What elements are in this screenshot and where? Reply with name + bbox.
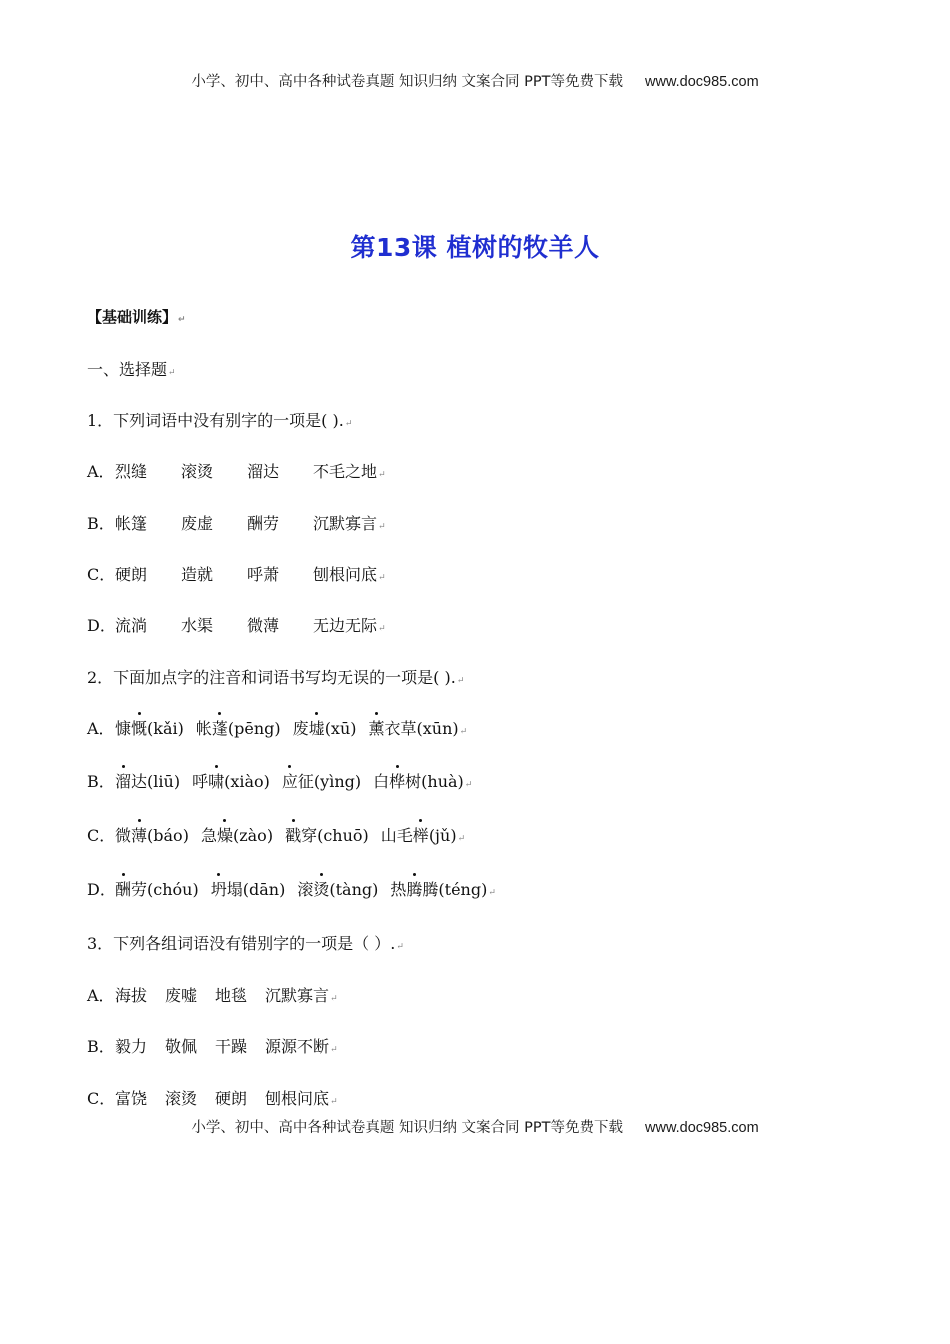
text-segment: (zào) — [232, 826, 274, 845]
option-item — [369, 719, 459, 738]
text-segment: 滚 — [297, 880, 314, 899]
text-segment: C． — [87, 565, 116, 584]
text-segment: 腾 — [422, 880, 439, 899]
option-item — [115, 826, 189, 845]
text-segment: 滚烫 — [181, 462, 214, 481]
text-segment: 废虚 — [181, 514, 214, 533]
option-item — [192, 772, 270, 791]
text-segment: 海拔 — [115, 986, 148, 1005]
option-item — [285, 826, 369, 845]
text-segment: 不毛之地 — [313, 462, 378, 481]
question-3-option-b[interactable]: B．毅力 敬佩 干躁 源源不断↵ — [87, 1034, 338, 1057]
text-segment: 敬佩 — [165, 1037, 198, 1056]
text-segment: 毅力 — [115, 1037, 148, 1056]
question-1-option-a[interactable]: A．烈缝 滚烫 溜达 不毛之地↵ — [87, 459, 386, 482]
header-text: 小学、初中、高中各种试卷真题 知识归纳 文案合同 PPT等免费下载 — [191, 74, 624, 90]
text-segment: 富饶 — [115, 1089, 148, 1108]
question-1-option-b[interactable]: B．帐篷 废虚 酬劳 沉默寡言↵ — [87, 511, 386, 534]
section-heading: 【基础训练】↵ — [87, 308, 186, 326]
text-segment: 硬朗 — [115, 565, 148, 584]
text-segment: (liū) — [147, 772, 181, 791]
text-segment: B． — [87, 772, 115, 791]
text-segment: D． — [87, 880, 116, 899]
option-item — [390, 880, 487, 899]
text-segment: 废嘘 — [165, 986, 198, 1005]
option-item — [381, 826, 457, 845]
text-segment: (báo) — [147, 826, 189, 845]
text-segment: 帐篷 — [115, 514, 148, 533]
question-3-option-c[interactable]: C．富饶 滚烫 硬朗 刨根问底↵ — [87, 1086, 338, 1109]
page-title: 第13课 植树的牧羊人 — [350, 233, 600, 262]
text-segment: 白 — [373, 772, 390, 791]
emphasis-dot-char: 腾 — [406, 877, 422, 900]
question-2-option-a[interactable]: A．慷慨(kǎi) 帐蓬(pēng) 废墟(xū) 薰衣草(xūn)↵ — [87, 716, 467, 739]
emphasis-dot-char: 薄 — [131, 823, 147, 846]
text-segment: A． — [87, 462, 115, 481]
page-header — [0, 70, 950, 91]
text-segment: 流淌 — [115, 616, 148, 635]
emphasis-dot-char: 坍 — [211, 877, 227, 900]
emphasis-dot-char: 烫 — [313, 877, 329, 900]
page-footer — [0, 1116, 950, 1137]
text-segment: 呼 — [192, 772, 209, 791]
text-segment: 烈缝 — [115, 462, 148, 481]
emphasis-dot-char: 薰 — [369, 716, 385, 739]
header-url[interactable]: www.doc985.com — [645, 74, 759, 90]
text-segment: 穿 — [301, 826, 318, 845]
text-segment: 刨根问底 — [313, 565, 378, 584]
text-segment: (yìng) — [313, 772, 362, 791]
text-segment: 酬劳 — [247, 514, 280, 533]
emphasis-dot-char: 啸 — [208, 769, 224, 792]
text-segment: 硬朗 — [215, 1089, 248, 1108]
text-segment: 微薄 — [247, 616, 280, 635]
option-item — [373, 772, 464, 791]
text-segment: A． — [87, 986, 115, 1005]
option-item — [201, 826, 273, 845]
emphasis-dot-char: 慨 — [131, 716, 147, 739]
text-segment: 树 — [405, 772, 422, 791]
option-item — [115, 772, 180, 791]
text-segment: (xiào) — [224, 772, 270, 791]
text-segment: D． — [87, 616, 116, 635]
emphasis-dot-char: 酬 — [115, 877, 131, 900]
text-segment: 废 — [292, 719, 309, 738]
text-segment: C． — [87, 826, 116, 845]
text-segment: 帐 — [195, 719, 212, 738]
emphasis-dot-char: 应 — [282, 769, 298, 792]
option-item — [211, 880, 286, 899]
text-segment: 2．下面加点字的注音和词语书写均无误的一项是( ) — [87, 668, 451, 687]
text-segment: 地毯 — [215, 986, 248, 1005]
emphasis-dot-char: 戳 — [285, 823, 301, 846]
text-segment: 征 — [297, 772, 314, 791]
option-item — [115, 719, 184, 738]
text-segment: 山毛 — [380, 826, 413, 845]
option-item — [297, 880, 378, 899]
text-segment: 慷 — [115, 719, 132, 738]
question-3-stem: 3．下列各组词语没有错别字的一项是（ ）.↵ — [87, 934, 404, 953]
text-segment: (chuō) — [317, 826, 369, 845]
text-segment: 塌 — [226, 880, 243, 899]
text-segment: 衣草 — [384, 719, 417, 738]
text-segment: 3．下列各组词语没有错别字的一项是（ ） — [87, 934, 391, 953]
text-segment: B． — [87, 514, 115, 533]
footer-url[interactable]: www.doc985.com — [645, 1120, 759, 1136]
option-item — [282, 772, 361, 791]
text-segment: (chóu) — [147, 880, 199, 899]
text-segment: 热 — [390, 880, 407, 899]
option-item — [196, 719, 281, 738]
option-item — [115, 880, 199, 899]
text-segment: (téng) — [438, 880, 488, 899]
question-3-option-a[interactable]: A．海拔 废嘘 地毯 沉默寡言↵ — [87, 983, 338, 1006]
question-1-option-d[interactable]: D．流淌 水渠 微薄 无边无际↵ — [87, 613, 386, 636]
text-segment: 1．下列词语中没有别字的一项是( ) — [87, 411, 339, 430]
emphasis-dot-char: 墟 — [309, 716, 325, 739]
text-segment: B． — [87, 1037, 115, 1056]
question-2-option-c[interactable]: C．微薄(báo) 急燥(zào) 戳穿(chuō) 山毛榉(jǔ)↵ — [87, 823, 465, 846]
emphasis-dot-char: 榉 — [413, 823, 429, 846]
text-segment: (dān) — [242, 880, 286, 899]
text-segment: (huà) — [421, 772, 464, 791]
footer-text: 小学、初中、高中各种试卷真题 知识归纳 文案合同 PPT等免费下载 — [191, 1120, 624, 1136]
option-item — [293, 719, 357, 738]
question-2-option-b[interactable]: B．溜达(liū) 呼啸(xiào) 应征(yìng) 白桦树(huà)↵ — [87, 769, 472, 792]
emphasis-dot-char: 溜 — [115, 769, 131, 792]
question-2-option-d[interactable]: D．酬劳(chóu) 坍塌(dān) 滚烫(tàng) 热腾腾(téng)↵ — [87, 877, 496, 900]
text-segment: 造就 — [181, 565, 214, 584]
text-segment: 微 — [115, 826, 132, 845]
text-segment: 沉默寡言 — [265, 986, 330, 1005]
text-segment: 达 — [131, 772, 148, 791]
text-segment: 干躁 — [215, 1037, 248, 1056]
text-segment: (xūn) — [416, 719, 459, 738]
question-1-stem: 1．下列词语中没有别字的一项是( ).↵ — [87, 411, 353, 430]
text-segment: 水渠 — [181, 616, 214, 635]
emphasis-dot-char: 桦 — [389, 769, 405, 792]
text-segment: (xū) — [324, 719, 357, 738]
text-segment: 沉默寡言 — [313, 514, 378, 533]
text-segment: (kǎi) — [147, 719, 184, 738]
text-segment: 溜达 — [247, 462, 280, 481]
emphasis-dot-char: 蓬 — [212, 716, 228, 739]
text-segment: 呼萧 — [247, 565, 280, 584]
question-2-stem: 2．下面加点字的注音和词语书写均无误的一项是( ).↵ — [87, 668, 465, 687]
text-segment: 急 — [200, 826, 217, 845]
text-segment: 滚烫 — [165, 1089, 198, 1108]
part-heading: 一、选择题↵ — [87, 360, 176, 379]
text-segment: 劳 — [131, 880, 148, 899]
text-segment: 无边无际 — [313, 616, 378, 635]
text-segment: (tàng) — [329, 880, 379, 899]
emphasis-dot-char: 燥 — [217, 823, 233, 846]
text-segment: (jǔ) — [428, 826, 457, 845]
question-1-option-c[interactable]: C．硬朗 造就 呼萧 刨根问底↵ — [87, 562, 386, 585]
text-segment: C． — [87, 1089, 116, 1108]
text-segment: (pēng) — [227, 719, 281, 738]
text-segment: A． — [87, 719, 115, 738]
text-segment: 源源不断 — [265, 1037, 330, 1056]
text-segment: 刨根问底 — [265, 1089, 330, 1108]
